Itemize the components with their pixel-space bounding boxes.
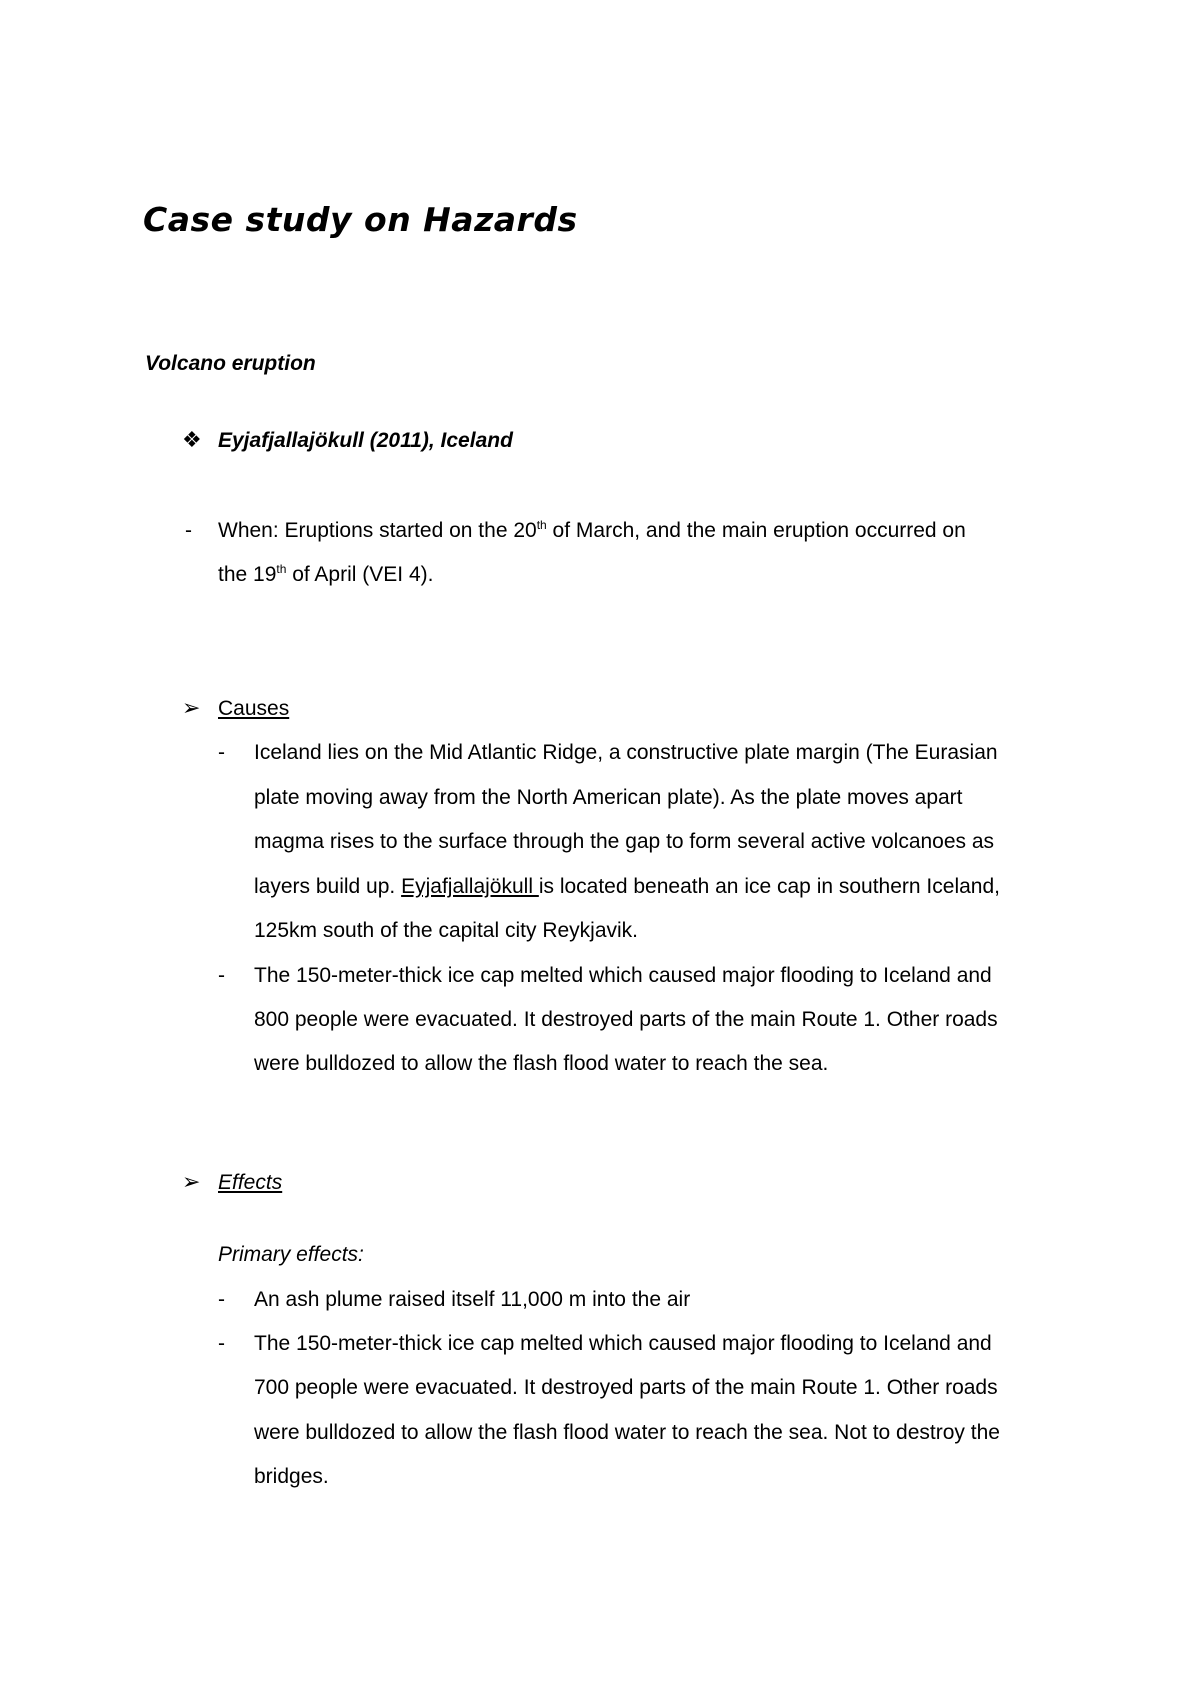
- document-title: Case study on Hazards: [143, 200, 578, 239]
- list-dash: -: [218, 964, 225, 987]
- when-line-2-sup: th: [276, 562, 287, 576]
- causes-item-1-line-1: Iceland lies on the Mid Atlantic Ridge, a constructive plate margin (The Eurasian: [254, 741, 998, 764]
- when-line-2-start: the 19: [218, 563, 277, 586]
- primary-effects-subheading: Primary effects:: [218, 1243, 364, 1266]
- effects-item-1: An ash plume raised itself 11,000 m into the air: [254, 1288, 691, 1311]
- effects-item-2-line-3: were bulldozed to allow the flash flood water to reach the sea. Not to destroy the: [254, 1421, 1000, 1444]
- when-line-2-end: of April (VEI 4).: [286, 563, 434, 586]
- when-line-2: [218, 563, 433, 587]
- causes-item-2-line-2: 800 people were evacuated. It destroyed parts of the main Route 1. Other roads: [254, 1008, 998, 1031]
- effects-item-2-line-2: 700 people were evacuated. It destroyed parts of the main Route 1. Other roads: [254, 1376, 998, 1399]
- when-line-1-start: When: Eruptions started on the 20: [218, 519, 537, 542]
- causes-line-4-start: layers build up.: [254, 875, 402, 898]
- arrow-bullet-icon: ➢: [182, 1170, 201, 1195]
- arrow-bullet-icon: ➢: [182, 696, 201, 721]
- list-dash: -: [218, 1288, 225, 1311]
- causes-item-1-line-2: plate moving away from the North American plate). As the plate moves apart: [254, 786, 963, 809]
- when-line-1: [218, 519, 966, 543]
- when-line-1-sup: th: [536, 518, 547, 532]
- list-dash: -: [218, 741, 225, 764]
- section-title: Volcano eruption: [145, 352, 316, 375]
- list-dash: -: [218, 1332, 225, 1355]
- when-line-1-end: of March, and the main eruption occurred on: [546, 519, 966, 542]
- list-dash: -: [185, 519, 192, 542]
- case-name: Eyjafjallajökull (2011), Iceland: [218, 429, 513, 452]
- volcano-name-link: Eyjafjallajökull: [401, 875, 539, 898]
- diamond-bullet-icon: ❖: [182, 428, 202, 453]
- causes-line-4-end: is located beneath an ice cap in southern Iceland,: [538, 875, 1000, 898]
- causes-item-2-line-1: The 150-meter-thick ice cap melted which caused major flooding to Iceland and: [254, 964, 992, 987]
- causes-item-2-line-3: were bulldozed to allow the flash flood water to reach the sea.: [254, 1052, 829, 1075]
- effects-heading: Effects: [218, 1171, 283, 1194]
- causes-item-1-line-5: 125km south of the capital city Reykjavik.: [254, 919, 639, 942]
- effects-item-2-line-1: The 150-meter-thick ice cap melted which caused major flooding to Iceland and: [254, 1332, 992, 1355]
- effects-item-2-line-4: bridges.: [254, 1465, 329, 1488]
- causes-item-1-line-4: [254, 875, 1000, 899]
- causes-heading: Causes: [218, 697, 290, 720]
- causes-item-1-line-3: magma rises to the surface through the gap to form several active volcanoes as: [254, 830, 995, 853]
